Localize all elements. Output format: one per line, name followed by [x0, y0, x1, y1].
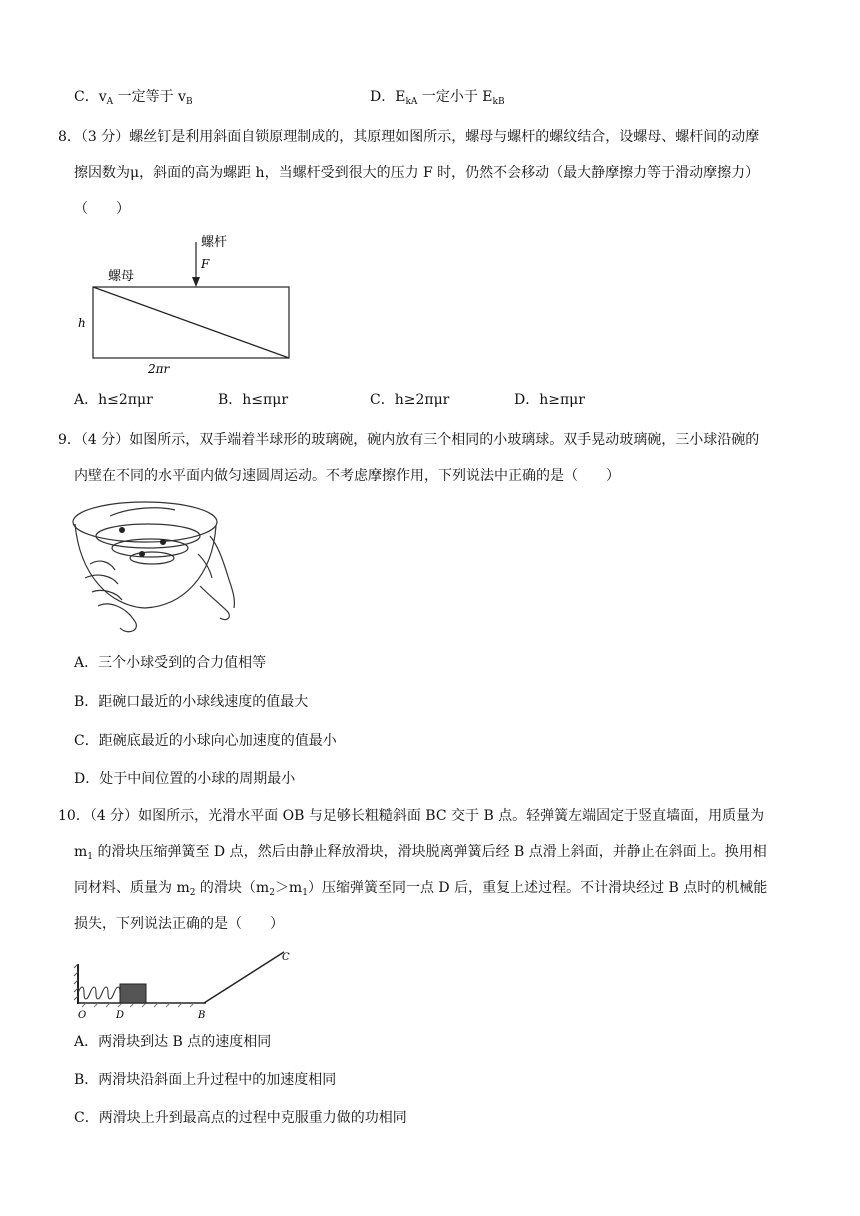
ball-middle — [160, 539, 166, 545]
q9-option-c: C．距碗底最近的小球向心加速度的值最小 — [74, 733, 337, 749]
point-b-label: B — [198, 1010, 206, 1021]
rod-label: 螺杆 — [201, 235, 228, 250]
q8-stem-line3: （ ） — [74, 201, 130, 217]
spring-incline-figure — [70, 946, 300, 1022]
q8-stem-line2: 擦因数为μ，斜面的高为螺距 h，当螺杆受到很大的压力 F 时，仍然不会移动（最大静摩擦力等于滑动摩擦力） — [74, 165, 760, 181]
nut-label: 螺母 — [108, 269, 135, 284]
q9-option-a: A．三个小球受到的合力值相等 — [74, 655, 267, 671]
point-d-label: D — [116, 1010, 125, 1021]
q10-option-b: B．两滑块沿斜面上升过程中的加速度相同 — [74, 1072, 337, 1088]
q8-option-a: A．h≤2πμr — [74, 392, 153, 408]
q8-option-c: C．h≥2πμr — [370, 392, 450, 408]
q10-option-c: C．两滑块上升到最高点的过程中克服重力做的功相同 — [74, 1110, 407, 1126]
q10-option-a: A．两滑块到达 B 点的速度相同 — [74, 1034, 272, 1050]
force-arrow-head — [192, 277, 200, 287]
q7-option-d: D．$E_{kA}$ 一定小于 $E_{kB}$ — [370, 89, 505, 107]
force-label: F — [201, 257, 210, 271]
q8-option-b: B．h≤πμr — [218, 392, 289, 408]
ball-upper — [119, 527, 125, 533]
rotation-arrow — [110, 508, 175, 516]
ball-orbit-lower — [130, 552, 174, 564]
bowl-figure — [70, 496, 240, 636]
q10-stem-line1: 10．（4 分）如图所示，光滑水平面 OB 与足够长粗糙斜面 BC 交于 B 点。轻弹簧左端固定于竖直墙面，用质量为 — [58, 808, 765, 824]
q9-stem-line1: 9．（4 分）如图所示，双手端着半球形的玻璃碗，碗内放有三个相同的小玻璃球。双手晃动玻璃碗，三小球沿碗的 — [58, 432, 760, 448]
ball-lower — [139, 551, 145, 557]
q7-option-c: C．$v_A$ 一定等于 $v_B$ — [74, 89, 193, 107]
point-c-label: C — [282, 952, 290, 963]
screw-incline-figure — [70, 228, 300, 376]
right-hand — [198, 536, 234, 620]
slider-block — [120, 984, 146, 1003]
height-label: h — [78, 316, 86, 330]
q9-option-b: B．距碗口最近的小球线速度的值最大 — [74, 694, 309, 710]
incline-bc — [204, 952, 284, 1003]
q8-stem-line1: 8．（3 分）螺丝钉是利用斜面自锁原理制成的，其原理如图所示，螺母与螺杆的螺纹结合，设螺母、螺杆间的动摩 — [58, 129, 760, 145]
q10-stem-line4: 损失，下列说法正确的是（ ） — [74, 916, 284, 932]
q10-stem-line3: 同材料、质量为 $m_2$ 的滑块$(m_2>m_1)$压缩弹簧至同一点 D 后，重复上述过程。不计滑块经过 B 点时的机械能 — [74, 880, 768, 898]
q8-option-d: D．h≥πμr — [514, 392, 585, 408]
q9-option-d: D．处于中间位置的小球的周期最小 — [74, 771, 296, 787]
spring — [78, 987, 120, 999]
q10-stem-line2: $m_1$ 的滑块压缩弹簧至 D 点，然后由静止释放滑块，滑块脱离弹簧后经 B 点滑上斜面，并静止在斜面上。换用相 — [74, 844, 767, 862]
incline-diagonal — [93, 287, 289, 358]
point-o-label: O — [78, 1010, 87, 1021]
base-label: 2πr — [148, 362, 170, 376]
q9-stem-line2: 内壁在不同的水平面内做匀速圆周运动。不考虑摩擦作用，下列说法中正确的是（ ） — [74, 468, 620, 484]
